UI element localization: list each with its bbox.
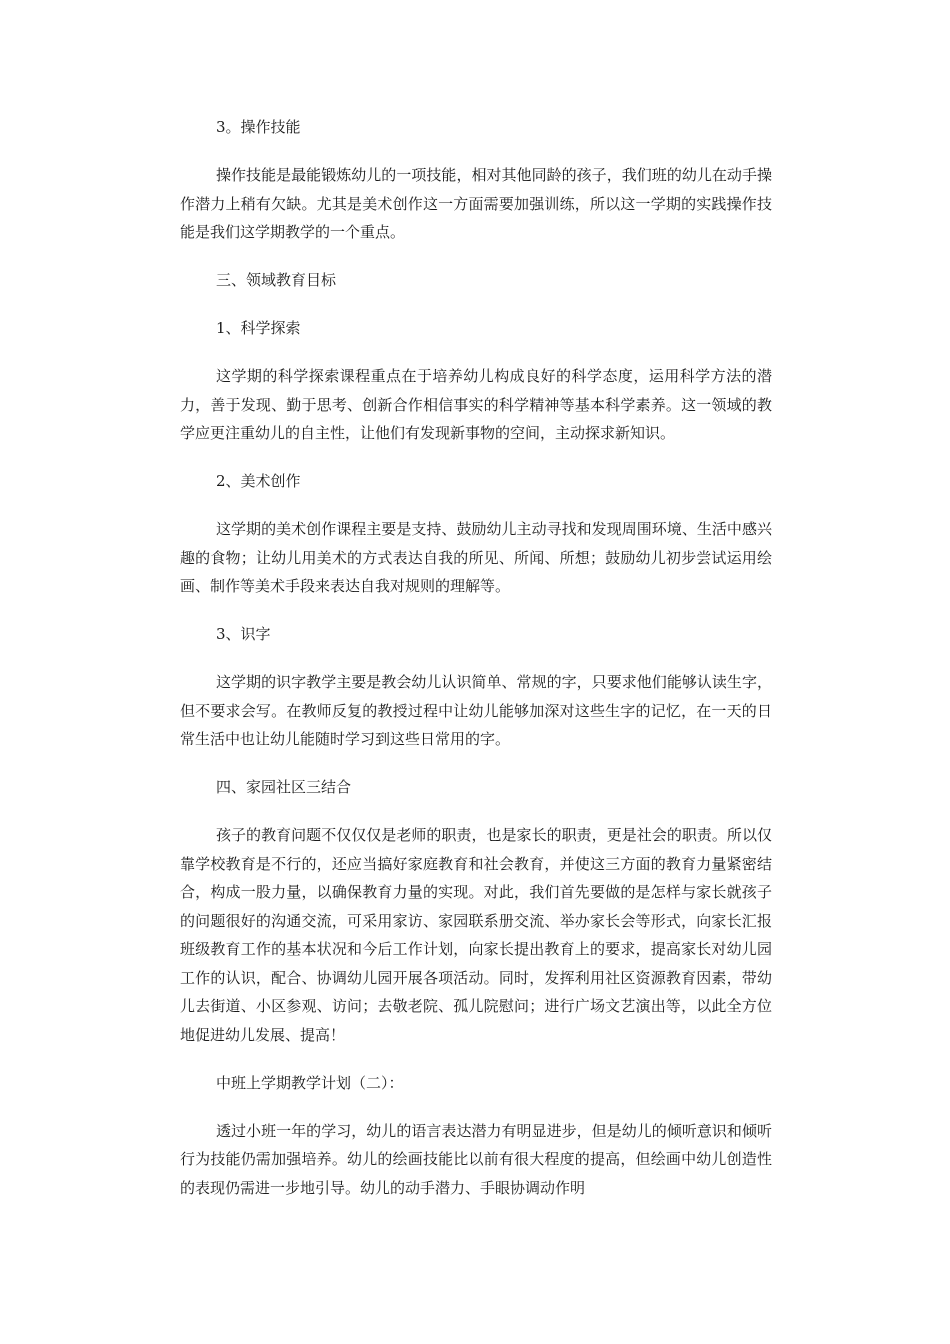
plan-title: 中班上学期教学计划（二）：	[216, 1073, 404, 1092]
section-heading: 三、领域教育目标	[216, 271, 337, 289]
paragraph: 这学期的科学探索课程重点在于培养幼儿构成良好的科学态度，运用科学方法的潜力，善于发现、勤于思考、创新合作相信事实的科学精神等基本科学素养。这一领域的教学应更注重幼儿的自主性，让他们有发现新事物的空间，主动探求新知识。	[180, 367, 772, 442]
subsection-heading: 1、科学探索	[216, 319, 301, 337]
subsection-heading: 2、美术创作	[216, 472, 301, 490]
paragraph: 这学期的美术创作课程主要是支持、鼓励幼儿主动寻找和发现周围环境、生活中感兴趣的食物；让幼儿用美术的方式表达自我的所见、所闻、所想；鼓励幼儿初步尝试运用绘画、制作等美术手段来表达自我对规则的理解等。	[180, 520, 772, 595]
section-heading: 四、家园社区三结合	[216, 778, 352, 796]
subsection-heading: 3、识字	[216, 625, 271, 643]
paragraph: 操作技能是最能锻炼幼儿的一项技能，相对其他同龄的孩子，我们班的幼儿在动手操作潜力上稍有欠缺。尤其是美术创作这一方面需要加强训练，所以这一学期的实践操作技能是我们这学期教学的一个重点。	[180, 166, 772, 241]
section-heading: 3。操作技能	[216, 118, 301, 136]
paragraph: 这学期的识字教学主要是教会幼儿认识简单、常规的字，只要求他们能够认读生字，但不要求会写。在教师反复的教授过程中让幼儿能够加深对这些生字的记忆，在一天的日常生活中也让幼儿能随时学习到这些日常用的字。	[180, 673, 772, 748]
paragraph: 孩子的教育问题不仅仅仅是老师的职责，也是家长的职责，更是社会的职责。所以仅靠学校教育是不行的，还应当搞好家庭教育和社会教育，并使这三方面的教育力量紧密结合，构成一股力量，以确保教育力量的实现。对此，我们首先要做的是怎样与家长就孩子的问题很好的沟通交流，可采用家访、家园联系册交流、举办家长会等形式，向家长汇报班级教育工作的基本状况和今后工作计划，向家长提出教育上的要求，提高家长对幼儿园工作的认识，配合、协调幼儿园开展各项活动。同时，发挥利用社区资源教育因素，带幼儿去街道、小区参观、访问；去敬老院、孤儿院慰问；进行广场文艺演出等，以此全方位地促进幼儿发展、提高！	[180, 826, 772, 1044]
paragraph: 透过小班一年的学习，幼儿的语言表达潜力有明显进步，但是幼儿的倾听意识和倾听行为技能仍需加强培养。幼儿的绘画技能比以前有很大程度的提高，但绘画中幼儿创造性的表现仍需进一步地引导。幼儿的动手潜力、手眼协调动作明	[180, 1121, 772, 1197]
document-page	[180, 113, 772, 1222]
